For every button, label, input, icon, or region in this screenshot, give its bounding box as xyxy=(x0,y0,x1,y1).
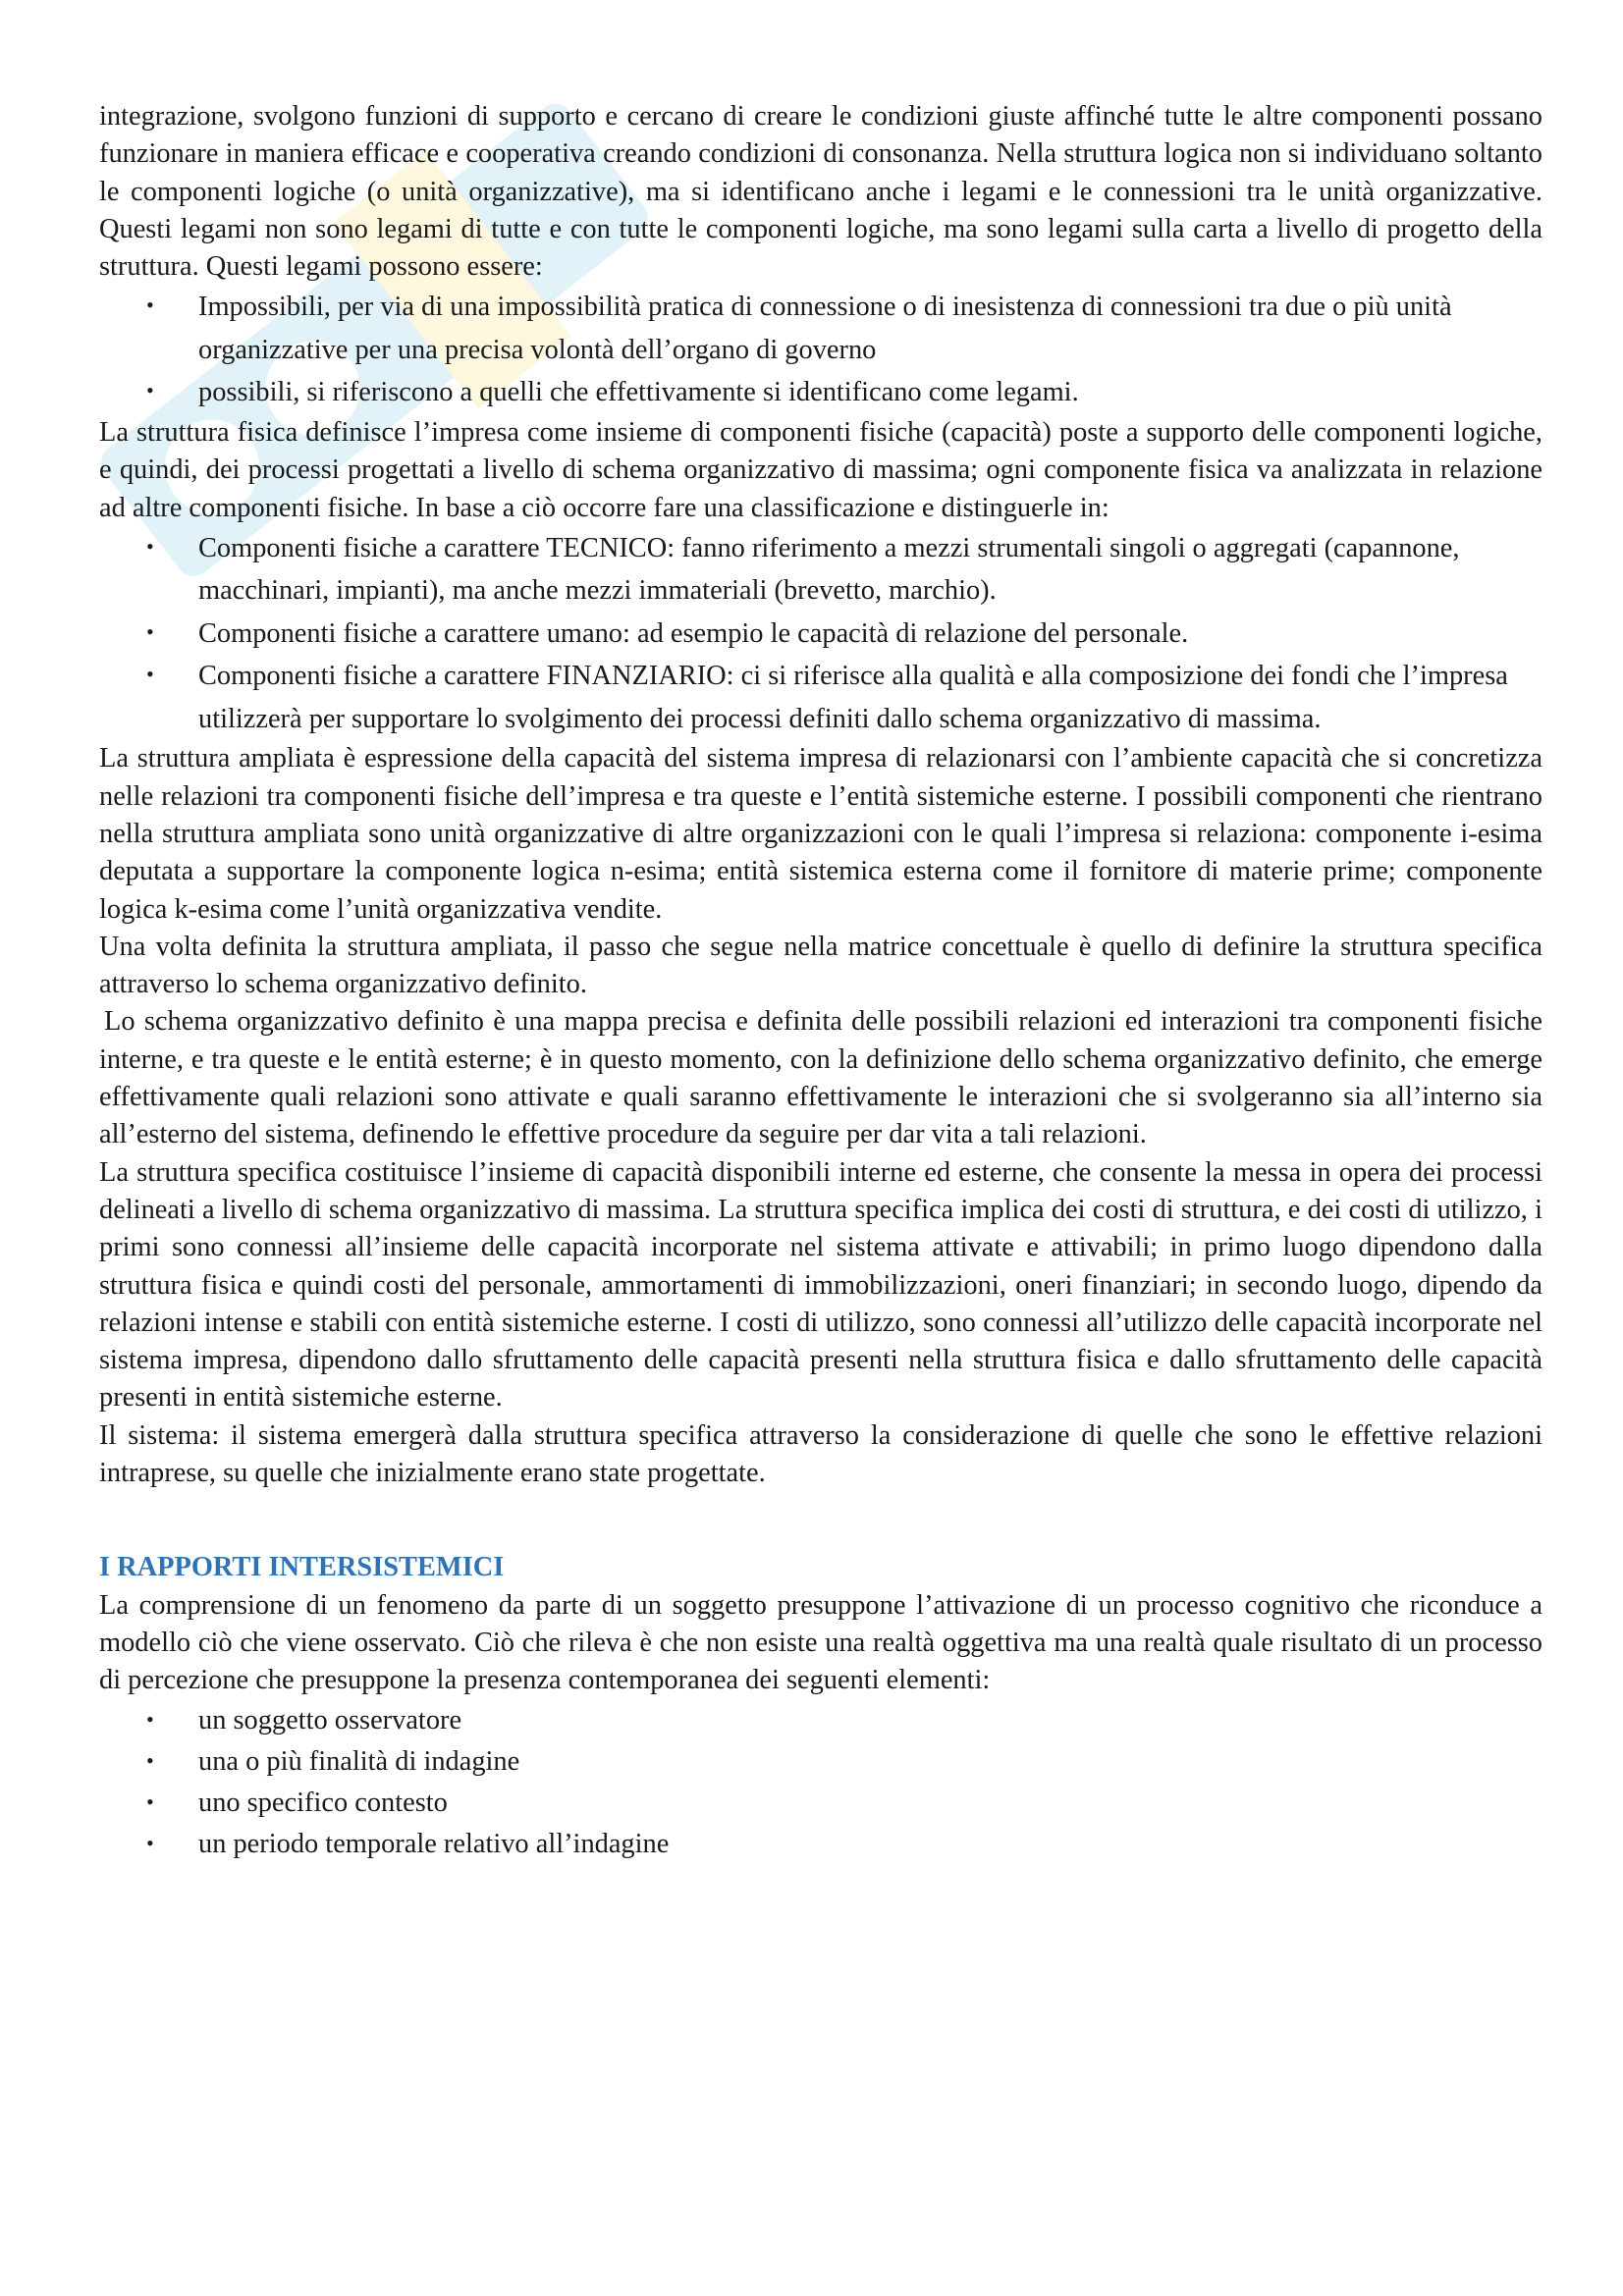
list-item: • possibili, si riferiscono a quelli che effettivamente si identificano come legami. xyxy=(99,371,1542,414)
bullet-icon: • xyxy=(146,378,154,403)
list-componenti-fisiche xyxy=(99,527,1542,741)
list-item: • Componenti fisiche a carattere umano: ad esempio le capacità di relazione del personale. xyxy=(99,613,1542,656)
paragraph-rapporti-intersistemici: La comprensione di un fenomeno da parte di un soggetto presuppone l’attivazione di un processo cognitivo che riconduce a modello ciò che viene osservato. Ciò che rileva è che non esiste una realtà oggettiva ma una realtà quale risultato di un processo di percezione che presuppone la presenza contemporanea dei seguenti elementi: xyxy=(99,1589,1542,1696)
list-legami xyxy=(99,286,1542,414)
bullet-icon: • xyxy=(146,293,154,318)
paragraph-struttura-logica: integrazione, svolgono funzioni di supporto e cercano di creare le condizioni giuste affinché tutte le altre componenti possano funzionare in maniera efficace e cooperativa creando condizioni di consonanza. Nella struttura logica non si individuano soltanto le componenti logiche (o unità organizzative), ma si identificano anche i legami e le connessioni tra le unità organizzative. Questi legami non sono legami di tutte e con tutte le componenti logiche, ma sono legami sulla carta a livello di progetto della struttura. Questi legami possono essere: xyxy=(99,101,1542,283)
list-item: • una o più finalità di indagine xyxy=(99,1741,1542,1783)
bullet-icon: • xyxy=(146,1789,154,1814)
paragraph-struttura-ampliata: La struttura ampliata è espressione della capacità del sistema impresa di relazionarsi con l’ambiente capacità che si concretizza nelle relazioni tra componenti fisiche dell’impresa e tra queste e l’entità sistemiche esterne. I possibili componenti che rientrano nella struttura ampliata sono unità organizzative di altre organizzazioni con le quali l’impresa si relaziona: componente i-esima deputata a supportare la componente logica n-esima; entità sistemica esterna come il fornitore di materie prime; componente logica k-esima come l’unità organizzativa vendite. xyxy=(99,743,1542,925)
bullet-icon: • xyxy=(146,1747,154,1773)
section-heading: I RAPPORTI INTERSISTEMICI xyxy=(99,1552,505,1583)
list-item: • uno specifico contesto xyxy=(99,1783,1542,1824)
paragraph-schema-organizzativo: Lo schema organizzativo definito è una mappa precisa e definita delle possibili relazioni ed interazioni tra componenti fisiche interne, e tra queste e le entità esterne; è in questo momento, con la definizione dello schema organizzativo definito, che emerge effettivamente quali relazioni sono attivate e quali saranno effettivamente le interazioni che si svolgeranno sia all’interno sia all’esterno del sistema, definendo le effettive procedure da seguire per dar vita a tali relazioni. xyxy=(99,1006,1542,1150)
paragraph-struttura-specifica: La struttura specifica costituisce l’insieme di capacità disponibili interne ed esterne, che consente la messa in opera dei processi delineati a livello di schema organizzativo di massima. La struttura specifica implica dei costi di struttura, e dei costi di utilizzo, i primi sono connessi all’insieme delle capacità incorporate nel sistema attivate e attivabili; in primo luogo dipendono dalla struttura fisica e quindi costi del personale, ammortamenti di immobilizzazioni, oneri finanziari; in secondo luogo, dipendo da relazioni intense e stabili con entità sistemiche esterne. I costi di utilizzo, sono connessi all’utilizzo delle capacità incorporate nel sistema impresa, dipendono dallo sfruttamento delle capacità presenti nella struttura fisica e dallo sfruttamento delle capacità presenti in entità sistemiche esterne. xyxy=(99,1156,1542,1414)
list-elementi xyxy=(99,1700,1542,1865)
bullet-icon: • xyxy=(146,1830,154,1855)
list-item: • un soggetto osservatore xyxy=(99,1700,1542,1741)
paragraph-struttura-fisica: La struttura fisica definisce l’impresa come insieme di componenti fisiche (capacità) poste a supporto delle componenti logiche, e quindi, dei processi progettati a livello di schema organizzativo di massima; ogni componente fisica va analizzata in relazione ad altre componenti fisiche. In base a ciò occorre fare una classificazione e distinguerle in: xyxy=(99,416,1542,523)
document-page xyxy=(99,98,1542,1865)
paragraph-struttura-specifica-intro: Una volta definita la struttura ampliata, il passo che segue nella matrice concettuale è quello di definire la struttura specifica attraverso lo schema organizzativo definito. xyxy=(99,931,1542,1000)
bullet-icon: • xyxy=(146,662,154,687)
list-item: • Componenti fisiche a carattere TECNICO: fanno riferimento a mezzi strumentali singoli o aggregati (capannone, macchinari, impianti), ma anche mezzi immateriali (brevetto, marchio). xyxy=(99,527,1542,613)
list-item: • Componenti fisiche a carattere FINANZIARIO: ci si riferisce alla qualità e alla composizione dei fondi che l’impresa utilizzerà per supportare lo svolgimento dei processi definiti dallo schema organizzativo di massima. xyxy=(99,655,1542,740)
list-item: • Impossibili, per via di una impossibilità pratica di connessione o di inesistenza di connessioni tra due o più unità organizzative per una precisa volontà dell’organo di governo xyxy=(99,286,1542,371)
bullet-icon: • xyxy=(146,1706,154,1732)
list-item: • un periodo temporale relativo all’indagine xyxy=(99,1824,1542,1865)
bullet-icon: • xyxy=(146,618,154,644)
bullet-icon: • xyxy=(146,533,154,559)
paragraph-sistema: Il sistema: il sistema emergerà dalla struttura specifica attraverso la considerazione di quelle che sono le effettive relazioni intraprese, su quelle che inizialmente erano state progettate. xyxy=(99,1419,1542,1489)
